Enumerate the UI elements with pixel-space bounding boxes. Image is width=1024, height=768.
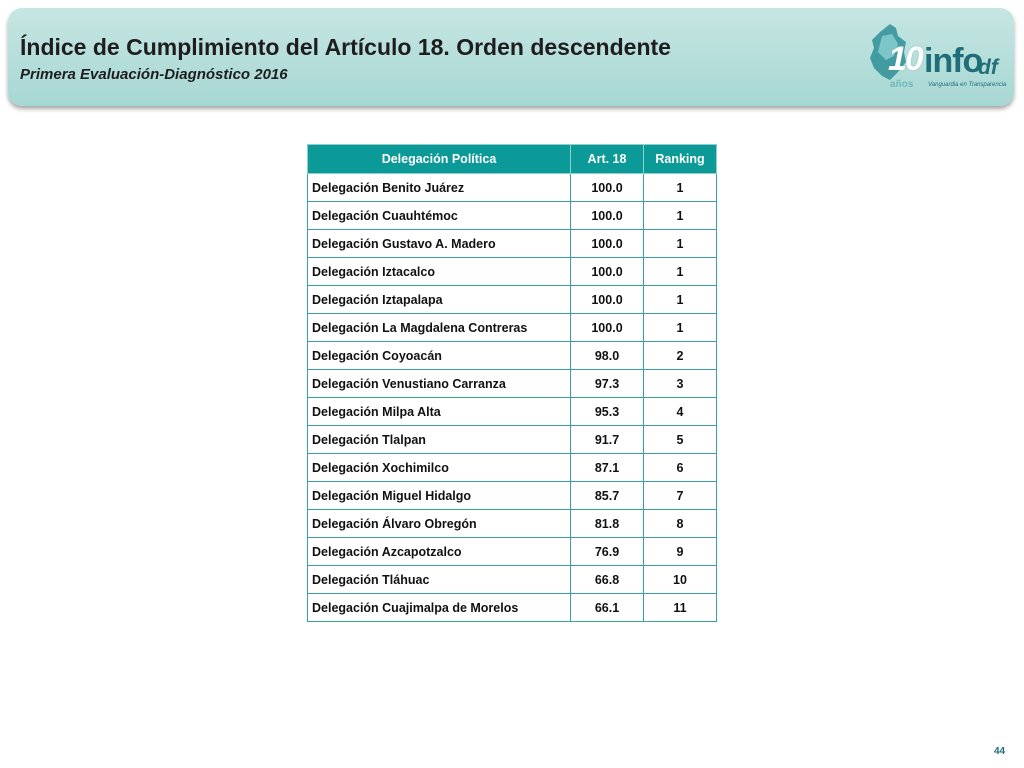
cell-delegacion: Delegación Tláhuac [308, 566, 571, 594]
cell-delegacion: Delegación Tlalpan [308, 426, 571, 454]
column-header-delegacion: Delegación Política [308, 145, 571, 174]
cell-delegacion: Delegación Iztacalco [308, 258, 571, 286]
cell-delegacion: Delegación Azcapotzalco [308, 538, 571, 566]
cell-art18: 87.1 [571, 454, 644, 482]
table-row [308, 594, 717, 622]
cell-ranking: 11 [644, 594, 717, 622]
table-row [308, 202, 717, 230]
table-header-row [308, 145, 717, 174]
cell-delegacion: Delegación Coyoacán [308, 342, 571, 370]
table-row [308, 342, 717, 370]
table-row [308, 286, 717, 314]
cell-ranking: 9 [644, 538, 717, 566]
table-row [308, 398, 717, 426]
cell-art18: 98.0 [571, 342, 644, 370]
infodf-logo [864, 18, 1009, 98]
logo-suffix: df [978, 56, 998, 79]
cell-art18: 100.0 [571, 202, 644, 230]
logo-word: info [924, 42, 983, 80]
cell-art18: 66.8 [571, 566, 644, 594]
cell-ranking: 1 [644, 314, 717, 342]
page-subtitle: Primera Evaluación-Diagnóstico 2016 [20, 66, 288, 83]
cell-delegacion: Delegación Benito Juárez [308, 174, 571, 202]
cell-art18: 100.0 [571, 230, 644, 258]
cell-art18: 100.0 [571, 258, 644, 286]
ranking-table [307, 144, 717, 622]
table-row [308, 538, 717, 566]
cell-ranking: 1 [644, 230, 717, 258]
table-row [308, 426, 717, 454]
cell-ranking: 10 [644, 566, 717, 594]
table-row [308, 454, 717, 482]
cell-ranking: 8 [644, 510, 717, 538]
cell-art18: 85.7 [571, 482, 644, 510]
page-title: Índice de Cumplimiento del Artículo 18. Orden descendente [20, 34, 671, 60]
column-header-ranking: Ranking [644, 145, 717, 174]
cell-delegacion: Delegación Xochimilco [308, 454, 571, 482]
logo-number: 10 [888, 40, 922, 78]
table-row [308, 566, 717, 594]
table-row [308, 482, 717, 510]
cell-ranking: 4 [644, 398, 717, 426]
cell-ranking: 6 [644, 454, 717, 482]
cell-art18: 81.8 [571, 510, 644, 538]
cell-ranking: 7 [644, 482, 717, 510]
cell-art18: 95.3 [571, 398, 644, 426]
table-row [308, 314, 717, 342]
table-row [308, 258, 717, 286]
cell-delegacion: Delegación Gustavo A. Madero [308, 230, 571, 258]
table-row [308, 230, 717, 258]
cell-art18: 76.9 [571, 538, 644, 566]
cell-delegacion: Delegación Álvaro Obregón [308, 510, 571, 538]
column-header-art18: Art. 18 [571, 145, 644, 174]
cell-ranking: 1 [644, 202, 717, 230]
cell-delegacion: Delegación Miguel Hidalgo [308, 482, 571, 510]
table-row [308, 510, 717, 538]
cell-delegacion: Delegación Cuajimalpa de Morelos [308, 594, 571, 622]
cell-delegacion: Delegación Milpa Alta [308, 398, 571, 426]
cell-delegacion: Delegación Venustiano Carranza [308, 370, 571, 398]
cell-art18: 100.0 [571, 314, 644, 342]
page-number: 44 [994, 746, 1006, 757]
cell-art18: 100.0 [571, 174, 644, 202]
cell-ranking: 1 [644, 174, 717, 202]
cell-delegacion: Delegación La Magdalena Contreras [308, 314, 571, 342]
cell-art18: 91.7 [571, 426, 644, 454]
cell-art18: 100.0 [571, 286, 644, 314]
cell-art18: 97.3 [571, 370, 644, 398]
table-row [308, 370, 717, 398]
cell-ranking: 3 [644, 370, 717, 398]
logo-years: años [890, 79, 914, 90]
cell-ranking: 5 [644, 426, 717, 454]
cell-art18: 66.1 [571, 594, 644, 622]
cell-ranking: 1 [644, 258, 717, 286]
cell-ranking: 1 [644, 286, 717, 314]
logo-tagline: Vanguardia en Transparencia [928, 82, 1007, 88]
cell-delegacion: Delegación Iztapalapa [308, 286, 571, 314]
cell-delegacion: Delegación Cuauhtémoc [308, 202, 571, 230]
table-row [308, 174, 717, 202]
cell-ranking: 2 [644, 342, 717, 370]
table-body [308, 174, 717, 622]
